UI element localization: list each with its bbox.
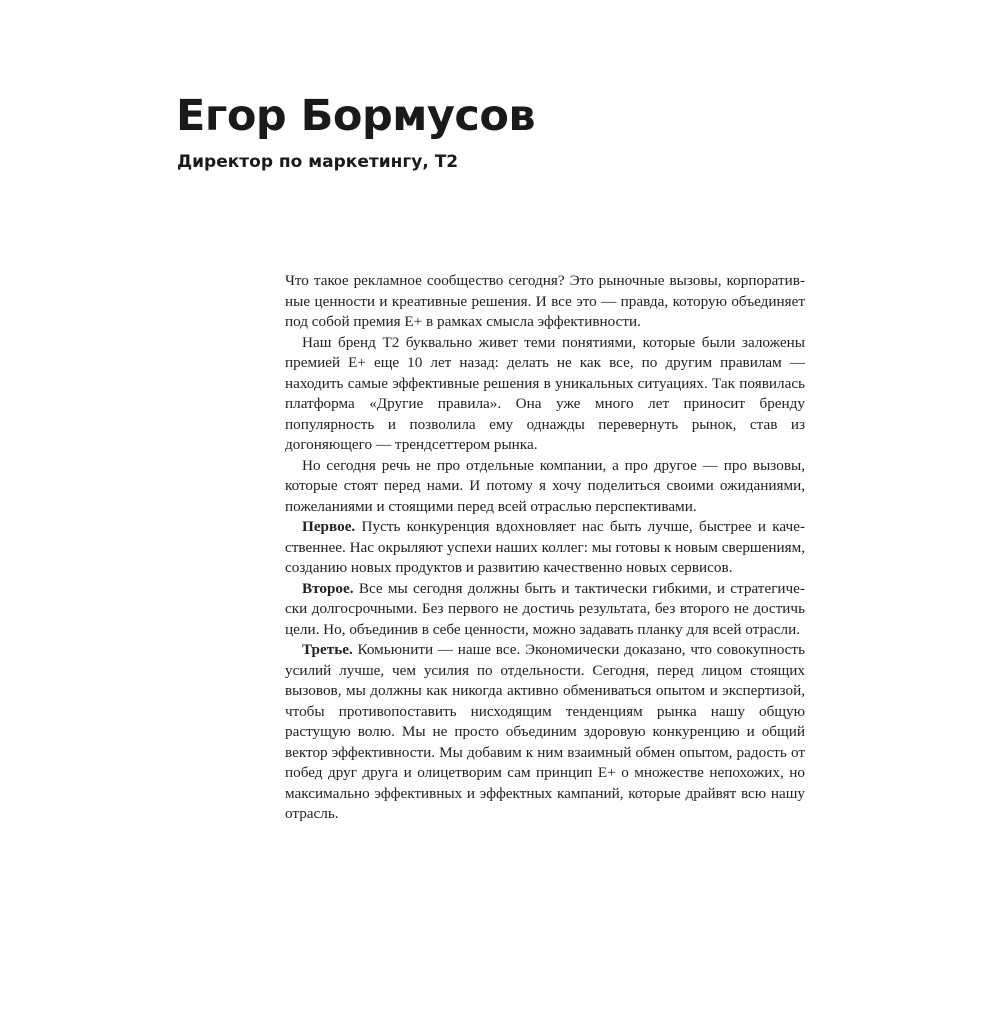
paragraph-text: Но сегодня речь не про отдельные компании, а про другое — про вызовы, которые стоят перед нами. И потому я хочу поделиться своими ожиданиями, пожеланиями и стоящими перед всей отраслью перспективами. [285,456,805,515]
paragraph-challenges [285,456,805,518]
paragraph-lead: Третье. [302,641,353,658]
paragraph-lead: Первое. [302,518,356,535]
paragraph-text: Комьюнити — наше все. Экономически доказано, что совокупность усилий лучше, чем усилия по отдельности. Сегодня, перед лицом стоящих вызовов, мы должны как никогда активно обмениваться опытом и экспертизой, чтобы противопоставить нисходящим тенденциям рынка нашу общую растущую волю. Мы не просто объединим здоровую конкуренцию и общий вектор эффективности. Мы добавим к ним взаимный обмен опытом, радость от побед друг друга и олицетворим сам принцип E+ о множестве непохожих, но максимально эффективных и эффектных кампаний, которые драйвят всю нашу отрасль. [285,641,805,822]
paragraph-brand [285,333,805,456]
paragraph-lead: Второе. [302,579,354,597]
author-role: Директор по маркетингу, Т2 [177,152,459,172]
paragraph-text: Что такое рекламное сообщество сегодня? Это рыночные вызовы, корпоративные ценности и креативные решения. И все это — правда, которую объединяет под собой премия E+ в рамках смысла эффективности. [285,272,805,330]
paragraph-text: Наш бренд Т2 буквально живет теми понятиями, которые были заложены премией E+ еще 10 лет назад: делать не как все, по другим правилам — находить самые эффективные решения в уникальных ситуациях. Так появилась платформа «Другие правила». Она уже много лет приносит бренду популярность и позволила ему однажды перевернуть рынок, став из догоняющего — трендсеттером рынка. [285,333,805,453]
paragraph-third [285,640,805,825]
paragraph-first [285,517,805,579]
paragraph-text: Пусть конкуренция вдохновляет нас быть лучше, быстрее и качественнее. Нас окрыляют успехи наших коллег: мы готовы к новым свершениям, созданию новых продуктов и развитию качественно новых сервисов. [285,518,805,576]
author-name: Егор Бормусов [176,91,536,141]
article-body [285,271,805,825]
paragraph-second [285,579,805,641]
paragraph-intro [285,271,805,333]
paragraph-text: Все мы сегодня должны быть и тактически гибкими, и стратегически долгосрочными. Без первого не достичь результата, без второго не достичь цели. Но, объединив в себе ценности, можно задавать планку для всей отрасли. [285,579,805,638]
